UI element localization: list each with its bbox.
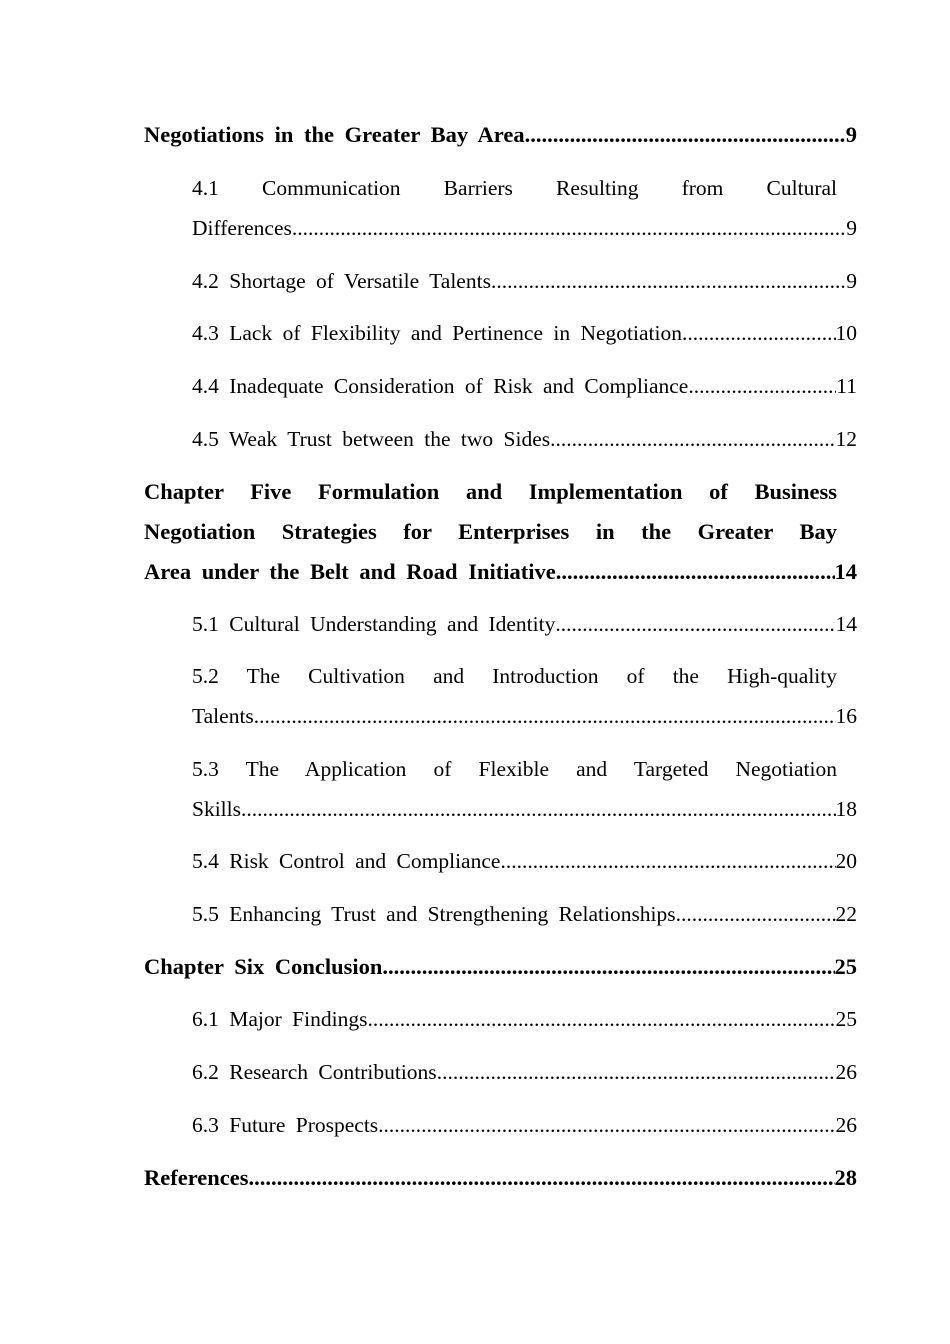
toc-entry-4-1-line2[interactable] bbox=[192, 213, 857, 243]
toc-page-number: 14 bbox=[835, 612, 857, 636]
toc-entry-4-1-line1[interactable] bbox=[192, 173, 837, 203]
dot-leader bbox=[437, 1057, 836, 1087]
toc-entry-title: 6.1 Major Findings bbox=[192, 1007, 368, 1031]
toc-entry-title: 4.4 Inadequate Consideration of Risk and Compliance bbox=[192, 374, 689, 398]
toc-entry-5-5[interactable] bbox=[192, 899, 857, 929]
toc-page-number: 14 bbox=[834, 559, 857, 584]
toc-entry-title-continued: Area under the Belt and Road Initiative bbox=[144, 559, 556, 584]
toc-page-number: 10 bbox=[835, 321, 857, 345]
toc-entry-title: 6.2 Research Contributions bbox=[192, 1060, 437, 1084]
toc-entry-title-continued: Differences bbox=[192, 216, 292, 240]
dot-leader bbox=[249, 1163, 835, 1193]
dot-leader bbox=[556, 557, 835, 587]
toc-entry-title: Chapter Five Formulation and Implementation of Business bbox=[144, 479, 837, 504]
toc-entry-chapter-five-line3[interactable] bbox=[144, 557, 857, 587]
toc-page-number: 18 bbox=[835, 797, 857, 821]
toc-entry-title: References bbox=[144, 1165, 249, 1190]
toc-page-number: 25 bbox=[835, 1007, 857, 1031]
toc-entry-6-3[interactable] bbox=[192, 1110, 857, 1140]
toc-entry-5-4[interactable] bbox=[192, 846, 857, 876]
toc-entry-title: 5.3 The Application of Flexible and Targeted Negotiation bbox=[192, 757, 837, 781]
toc-entry-chapter-five-line1[interactable] bbox=[144, 477, 837, 507]
toc-page-number: 11 bbox=[836, 374, 857, 398]
toc-entry-references[interactable] bbox=[144, 1163, 857, 1193]
toc-entry-6-2[interactable] bbox=[192, 1057, 857, 1087]
toc-entry-title: 4.3 Lack of Flexibility and Pertinence in Negotiation bbox=[192, 321, 682, 345]
toc-entry-title-continued: Talents bbox=[192, 704, 254, 728]
toc-page-number: 9 bbox=[846, 216, 857, 240]
toc-page-number: 12 bbox=[835, 427, 857, 451]
toc-entry-chapter-five-line2[interactable] bbox=[144, 517, 837, 547]
toc-entry-5-1[interactable] bbox=[192, 609, 857, 639]
dot-leader bbox=[525, 120, 846, 150]
dot-leader bbox=[688, 371, 836, 401]
toc-entry-title: 4.1 Communication Barriers Resulting from Cultural bbox=[192, 176, 837, 200]
toc-page-number: 26 bbox=[835, 1060, 857, 1084]
toc-entry-4-2[interactable] bbox=[192, 266, 857, 296]
toc-entry-4-5[interactable] bbox=[192, 424, 857, 454]
toc-entry-title: 5.2 The Cultivation and Introduction of the High-quality bbox=[192, 664, 837, 688]
toc-entry-5-3-line2[interactable] bbox=[192, 794, 857, 824]
dot-leader bbox=[550, 424, 835, 454]
toc-entry-4-4[interactable] bbox=[192, 371, 857, 401]
toc-entry-6-1[interactable] bbox=[192, 1004, 857, 1034]
dot-leader bbox=[555, 609, 835, 639]
toc-entry-title-continued: Skills bbox=[192, 797, 241, 821]
toc-page-number: 20 bbox=[835, 849, 857, 873]
toc-entry-title: 4.5 Weak Trust between the two Sides bbox=[192, 427, 551, 451]
dot-leader bbox=[367, 1004, 835, 1034]
dot-leader bbox=[682, 318, 836, 348]
toc-entry-title: 5.5 Enhancing Trust and Strengthening Relationships bbox=[192, 902, 676, 926]
toc-page-number: 9 bbox=[846, 269, 857, 293]
toc-page-number: 26 bbox=[835, 1113, 857, 1137]
toc-page-number: 25 bbox=[834, 954, 857, 979]
dot-leader bbox=[500, 846, 835, 876]
toc-entry-5-2-line1[interactable] bbox=[192, 661, 837, 691]
toc-entry-title-continued: Negotiation Strategies for Enterprises in the Greater Bay bbox=[144, 519, 837, 544]
toc-entry-title: Chapter Six Conclusion bbox=[144, 954, 383, 979]
toc-entry-5-3-line1[interactable] bbox=[192, 754, 837, 784]
dot-leader bbox=[241, 794, 836, 824]
toc-page-number: 9 bbox=[845, 122, 857, 147]
toc-page-number: 16 bbox=[835, 704, 857, 728]
dot-leader bbox=[491, 266, 846, 296]
toc-page-number: 22 bbox=[835, 902, 857, 926]
toc-entry-4-3[interactable] bbox=[192, 318, 857, 348]
toc-entry-title: 5.4 Risk Control and Compliance bbox=[192, 849, 501, 873]
toc-entry-chapter-six[interactable] bbox=[144, 952, 857, 982]
toc-entry-title: 4.2 Shortage of Versatile Talents bbox=[192, 269, 491, 293]
toc-entry-chapter-four-tail[interactable] bbox=[144, 120, 857, 150]
dot-leader bbox=[292, 213, 846, 243]
toc-page-number: 28 bbox=[834, 1165, 857, 1190]
toc-entry-title: 6.3 Future Prospects bbox=[192, 1113, 379, 1137]
toc-entry-title: Negotiations in the Greater Bay Area bbox=[144, 122, 525, 147]
dot-leader bbox=[254, 701, 836, 731]
toc-entry-5-2-line2[interactable] bbox=[192, 701, 857, 731]
toc-entry-title: 5.1 Cultural Understanding and Identity bbox=[192, 612, 556, 636]
dot-leader bbox=[382, 952, 834, 982]
dot-leader bbox=[676, 899, 836, 929]
dot-leader bbox=[378, 1110, 835, 1140]
